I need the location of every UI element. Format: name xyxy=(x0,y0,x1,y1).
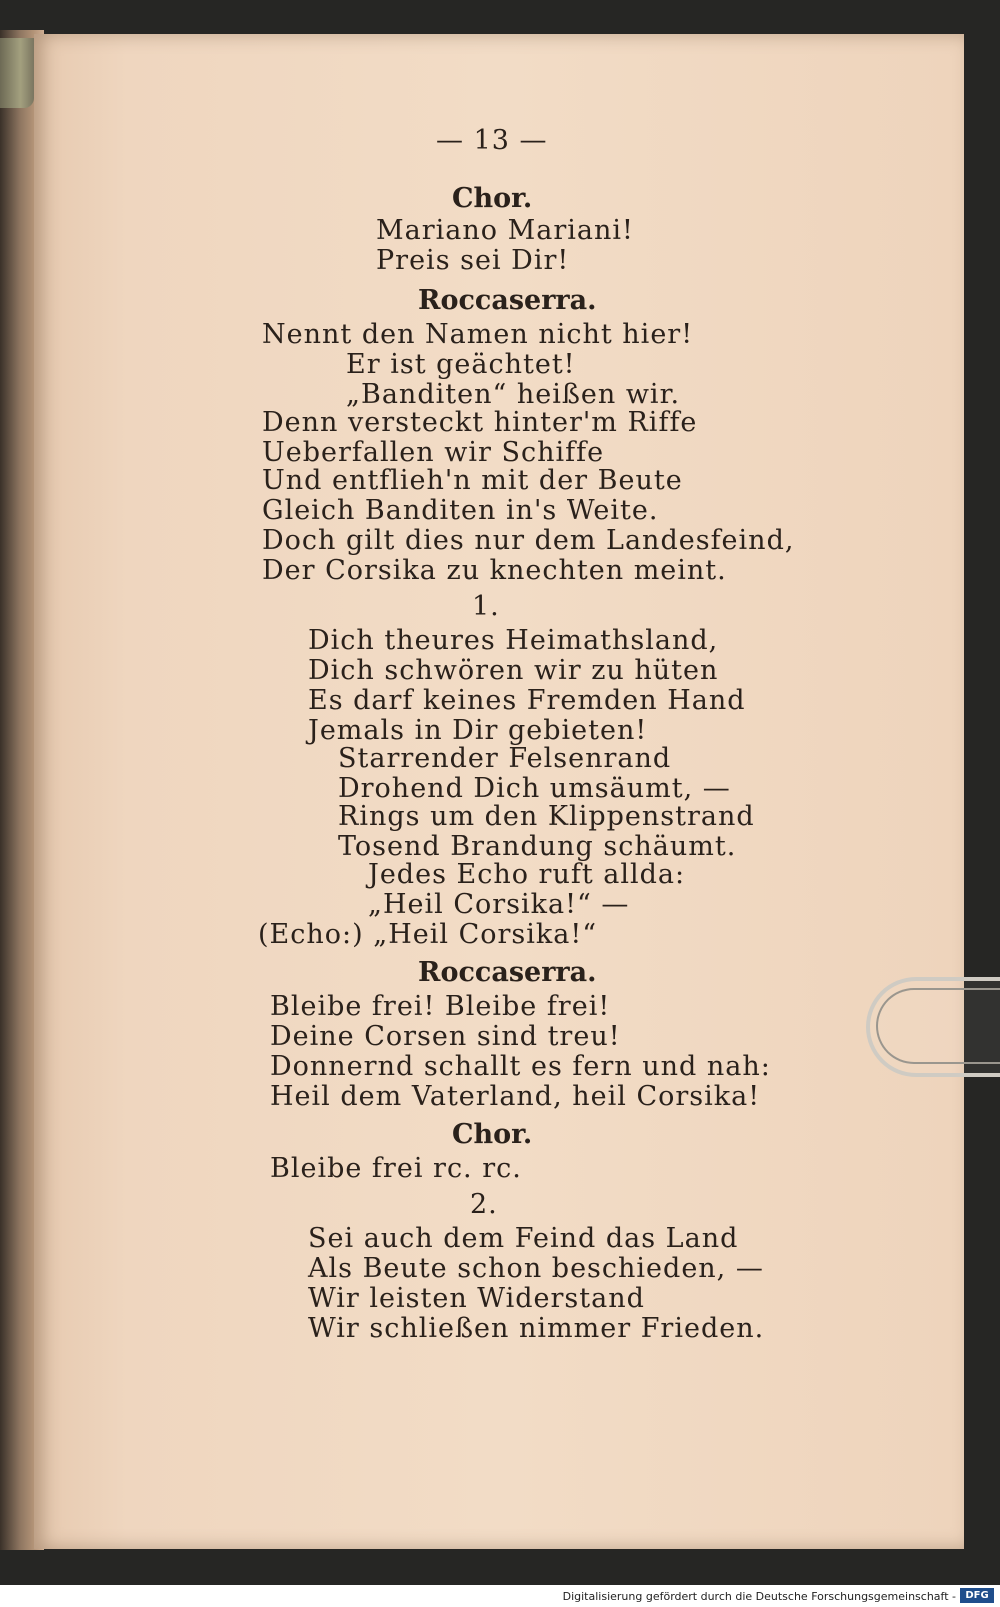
digitization-footer xyxy=(0,1585,1000,1607)
verse-line: Drohend Dich umsäumt, — xyxy=(338,773,731,804)
page-number: — 13 — xyxy=(436,125,548,156)
verse-line: Er ist geächtet! xyxy=(346,349,576,380)
verse-line: Deine Corsen sind treu! xyxy=(270,1021,621,1052)
verse-line: Dich theures Heimathsland, xyxy=(308,625,719,656)
verse-line: Rings um den Klippenstrand xyxy=(338,801,755,832)
book-spine-band xyxy=(0,38,34,108)
speaker-heading: Chor. xyxy=(452,1119,533,1150)
book-page xyxy=(34,34,964,1549)
verse-line: Bleibe frei rc. rc. xyxy=(270,1153,522,1184)
verse-line: Heil dem Vaterland, heil Corsika! xyxy=(270,1081,761,1112)
verse-line: Als Beute schon beschieden, — xyxy=(308,1253,764,1284)
verse-line: „Heil Corsika!“ — xyxy=(368,889,630,920)
speaker-heading: Roccaserra. xyxy=(418,957,597,988)
speaker-heading: Chor. xyxy=(452,183,533,214)
verse-line: Und entflieh'n mit der Beute xyxy=(262,465,683,496)
verse-line: Jemals in Dir gebieten! xyxy=(308,715,648,746)
verse-line: Nennt den Namen nicht hier! xyxy=(262,319,694,350)
verse-line: Mariano Mariani! xyxy=(376,215,634,246)
verse-line: „Banditen“ heißen wir. xyxy=(346,379,681,410)
verse-line: Gleich Banditen in's Weite. xyxy=(262,495,659,526)
funding-credit: Digitalisierung gefördert durch die Deutsche Forschungsgemeinschaft - xyxy=(562,1590,956,1603)
verse-line: Es darf keines Fremden Hand xyxy=(308,685,746,716)
stanza-number: 2. xyxy=(470,1189,498,1220)
verse-line: Tosend Brandung schäumt. xyxy=(338,831,737,862)
verse-line: Preis sei Dir! xyxy=(376,245,570,276)
verse-line: Starrender Felsenrand xyxy=(338,743,672,774)
verse-line: Jedes Echo ruft allda: xyxy=(368,859,686,890)
verse-line: Ueberfallen wir Schiffe xyxy=(262,437,605,468)
paper-clip-inner-loop xyxy=(876,988,1000,1064)
verse-line: Bleibe frei! Bleibe frei! xyxy=(270,991,611,1022)
verse-line: Doch gilt dies nur dem Landesfeind, xyxy=(262,525,795,556)
verse-line: Wir schließen nimmer Frieden. xyxy=(308,1313,765,1344)
dfg-logo: DFG xyxy=(960,1588,994,1603)
verse-line: Dich schwören wir zu hüten xyxy=(308,655,719,686)
verse-line: Denn versteckt hinter'm Riffe xyxy=(262,407,698,438)
verse-line: Sei auch dem Feind das Land xyxy=(308,1223,739,1254)
verse-line: Wir leisten Widerstand xyxy=(308,1283,645,1314)
stanza-number: 1. xyxy=(472,591,500,622)
verse-line: (Echo:) „Heil Corsika!“ xyxy=(258,919,598,950)
speaker-heading: Roccaserra. xyxy=(418,285,597,316)
verse-line: Donnernd schallt es fern und nah: xyxy=(270,1051,771,1082)
verse-line: Der Corsika zu knechten meint. xyxy=(262,555,727,586)
